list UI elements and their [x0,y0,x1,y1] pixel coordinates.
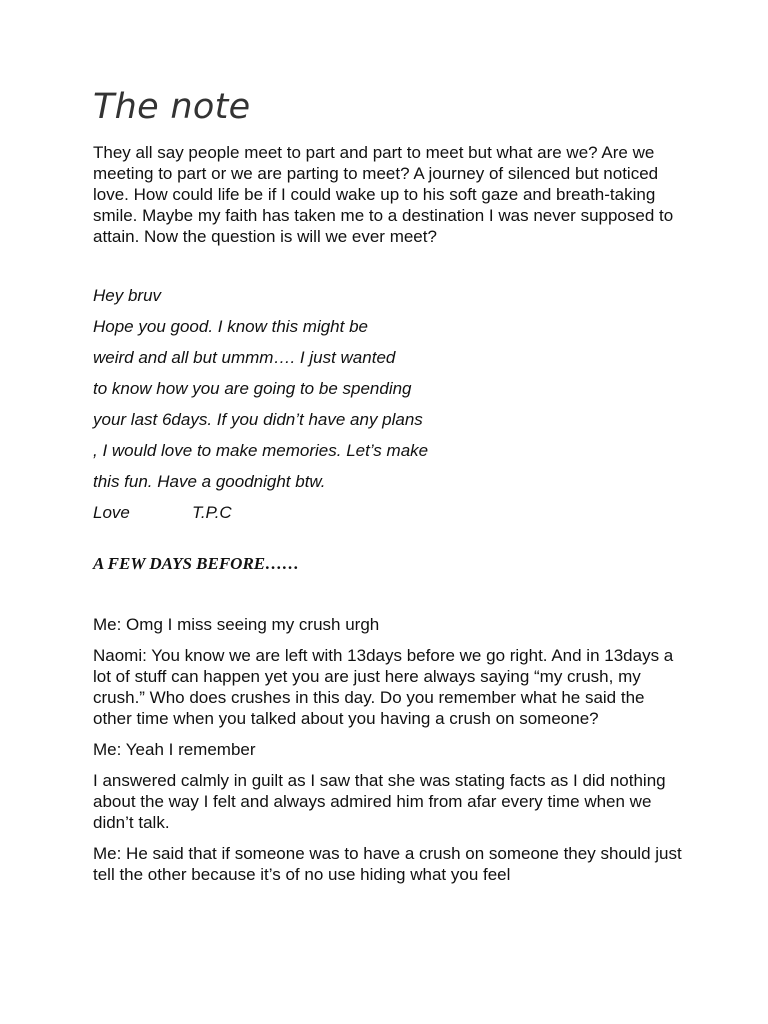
note-line: , I would love to make memories. Let’s make [93,441,429,460]
note-sign-name: T.P.C [192,503,232,522]
section-heading: A FEW DAYS BEFORE…… [93,554,300,573]
dialog-paragraph: Me: He said that if someone was to have a crush on someone they should just tell the other because it’s of no use hiding what you feel [93,844,682,884]
document-page [93,84,683,895]
note-line: weird and all but ummm…. I just wanted [93,348,396,367]
note-sign-love: Love [93,503,130,522]
note-signature [93,502,683,533]
note-line: your last 6days. If you didn’t have any plans [93,410,423,429]
dialog-paragraph: I answered calmly in guilt as I saw that she was stating facts as I did nothing about the way I felt and always admired him from afar every time when we didn’t talk. [93,771,666,832]
note-line: Hope you good. I know this might be [93,317,368,336]
note-line: this fun. Have a goodnight btw. [93,472,326,491]
intro-paragraph: They all say people meet to part and part to meet but what are we? Are we meeting to part or we are parting to meet? A journey of silenced but noticed love. How could life be if I could wake up to his soft gaze and breath-taking smile. Maybe my faith has taken me to a destination I was never supposed to attain. Now the question is will we ever meet? [93,143,674,246]
note-line: to know how you are going to be spending [93,379,412,398]
dialog-paragraph: Me: Yeah I remember [93,740,256,759]
document-title: The note [93,87,251,127]
dialog-paragraph: Naomi: You know we are left with 13days before we go right. And in 13days a lot of stuff can happen yet you are just here always saying “my crush, my crush.” Who does crushes in this day. Do you remember what he said the other time when you talked about you having a crush on someone? [93,646,674,728]
dialog-paragraph: Me: Omg I miss seeing my crush urgh [93,615,380,634]
handwritten-note [93,285,683,533]
note-line: Hey bruv [93,286,162,305]
dialog-section [93,614,683,885]
